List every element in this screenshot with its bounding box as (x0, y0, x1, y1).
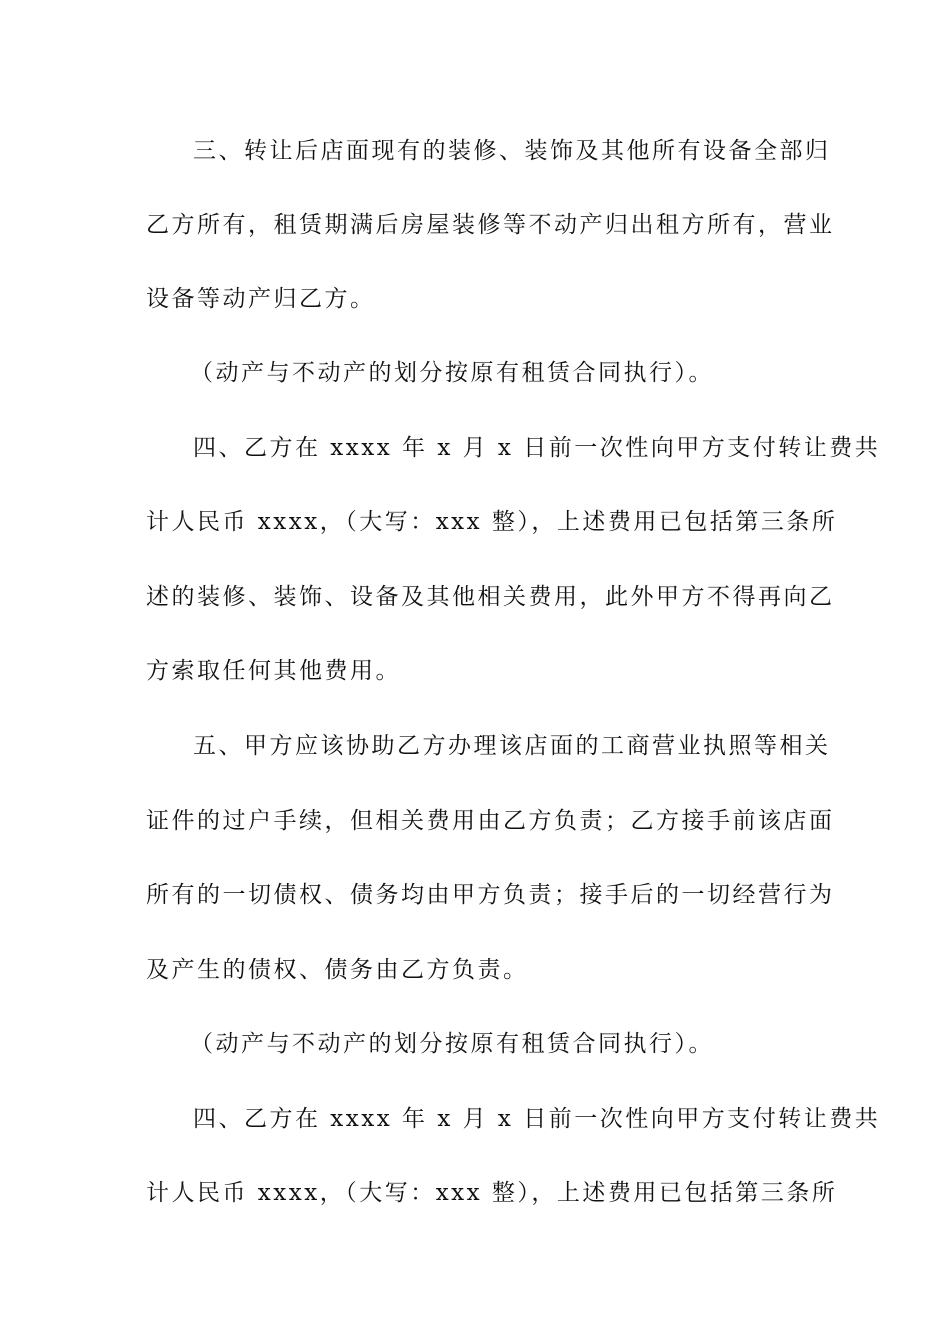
clause-5-line-2: 证件的过户手续，但相关费用由乙方负责；乙方接手前该店面 (146, 808, 835, 834)
clause-4b-line-1: 四、乙方在 xxxx 年 x 月 x 日前一次性向甲方支付转让费共 (193, 1106, 881, 1132)
clause-5-line-1: 五、甲方应该协助乙方办理该店面的工商营业执照等相关 (193, 733, 831, 759)
clause-5-line-4: 及产生的债权、债务由乙方负责。 (146, 957, 529, 983)
clause-5-line-3: 所有的一切债权、债务均由甲方负责；接手后的一切经营行为 (146, 882, 835, 908)
clause-3-line-2: 乙方所有，租赁期满后房屋装修等不动产归出租方所有，营业 (146, 212, 835, 238)
clause-4b-line-2: 计人民币 xxxx，（大写：xxx 整），上述费用已包括第三条所 (146, 1180, 838, 1206)
clause-3-line-3: 设备等动产归乙方。 (146, 286, 376, 312)
clause-4-line-3: 述的装修、装饰、设备及其他相关费用，此外甲方不得再向乙 (146, 584, 835, 610)
clause-3-line-1: 三、转让后店面现有的装修、装饰及其他所有设备全部归 (193, 138, 831, 164)
clause-4-line-1: 四、乙方在 xxxx 年 x 月 x 日前一次性向甲方支付转让费共 (193, 435, 881, 461)
note-line-2: （动产与不动产的划分按原有租赁合同执行）。 (190, 1031, 714, 1057)
clause-4-line-4: 方索取任何其他费用。 (146, 658, 401, 684)
note-line-1: （动产与不动产的划分按原有租赁合同执行）。 (190, 360, 714, 386)
clause-4-line-2: 计人民币 xxxx，（大写：xxx 整），上述费用已包括第三条所 (146, 509, 838, 535)
